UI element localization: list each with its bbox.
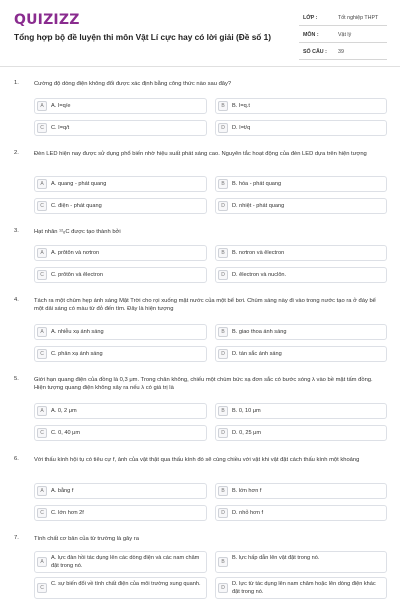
answer-option-b[interactable]	[215, 98, 387, 114]
option-text: B. I=q.t	[232, 103, 250, 109]
header-divider	[0, 66, 400, 67]
option-letter: C	[37, 270, 47, 280]
answer-option-b[interactable]	[215, 403, 387, 419]
option-letter: D	[218, 583, 228, 593]
option-text: C. sự biến đổi về tính chất điện của môi trường xung quanh.	[51, 581, 201, 587]
option-text: C. phản xạ ánh sáng	[51, 351, 103, 357]
option-text: D. 0, 25 μm	[232, 430, 262, 436]
option-letter: B	[218, 327, 228, 337]
answer-option-c[interactable]	[34, 577, 207, 599]
meta-value: 39	[338, 49, 344, 55]
option-letter: D	[218, 508, 228, 518]
answer-option-c[interactable]	[34, 425, 207, 441]
meta-row-count	[299, 46, 387, 60]
option-text: C. điện - phát quang	[51, 203, 102, 209]
answer-option-c[interactable]	[34, 267, 207, 283]
option-letter: B	[218, 406, 228, 416]
question-number: 5.	[14, 376, 19, 382]
option-letter: A	[37, 406, 47, 416]
option-text: B. lớn hơn f	[232, 488, 262, 494]
answer-option-c[interactable]	[34, 198, 207, 214]
option-text: C. lớn hơn 2f	[51, 510, 84, 516]
question-text: Tính chất cơ bản của từ trường là gây ra	[34, 536, 139, 542]
option-letter: A	[37, 486, 47, 496]
option-letter: D	[218, 349, 228, 359]
option-letter: C	[37, 201, 47, 211]
option-letter: B	[218, 557, 228, 567]
option-text: A. quang - phát quang	[51, 181, 107, 187]
answer-option-c[interactable]	[34, 120, 207, 136]
meta-value: Vật lý	[338, 32, 352, 38]
option-letter: B	[218, 486, 228, 496]
option-letter: C	[37, 508, 47, 518]
option-letter: D	[218, 428, 228, 438]
option-text: B. hóa - phát quang	[232, 181, 282, 187]
option-text: A. 0, 2 μm	[51, 408, 77, 414]
worksheet-title: Tổng hợp bộ đề luyện thi môn Vật Lí cực hay có lời giải (Đề số 1)	[14, 32, 272, 42]
answer-option-d[interactable]	[215, 267, 387, 283]
question-text: Với thấu kính hội tụ có tiêu cự f, ảnh của vật thật qua thấu kính đó sẽ cùng chiều với vật khi vật đặt cách thấu kính một khoảng	[34, 457, 360, 463]
answer-option-c[interactable]	[34, 505, 207, 521]
question-number: 2.	[14, 150, 19, 156]
answer-option-a[interactable]	[34, 245, 207, 261]
answer-option-b[interactable]	[215, 176, 387, 192]
option-text: A. prôtôn và nơtron	[51, 250, 100, 256]
question-text: Hạt nhân ¹²₆C được tạo thành bởi	[34, 229, 121, 235]
meta-label: SỐ CÂU :	[303, 49, 327, 55]
option-text: D. lực từ tác dụng lên nam châm hoặc lên dòng điện khác đặt trong nó.	[232, 581, 376, 595]
meta-value: Tốt nghiệp THPT	[338, 15, 379, 21]
answer-option-d[interactable]	[215, 505, 387, 521]
answer-option-a[interactable]	[34, 403, 207, 419]
question-text: Tách ra một chùm hẹp ánh sáng Mặt Trời cho rọi xuống mặt nước của một bể bơi. Chùm sáng này đi vào trong nước tạo ra ở đáy bể một dải sáng có màu từ đỏ đến tím. Đây là hiện tượng	[34, 298, 376, 313]
meta-row-class	[299, 12, 387, 26]
option-text: D. nhỏ hơn f	[232, 510, 264, 516]
answer-option-b[interactable]	[215, 551, 387, 573]
option-text: A. I=q/e	[51, 103, 71, 109]
option-text: D. tán sắc ánh sáng	[232, 351, 282, 357]
option-text: A. lực đàn hồi tác dụng lên các dòng điện và các nam châm đặt trong nó.	[51, 555, 200, 569]
answer-option-b[interactable]	[215, 483, 387, 499]
quizizz-logo: QUIZIZZ	[14, 12, 80, 28]
option-letter: A	[37, 179, 47, 189]
option-text: B. 0, 10 μm	[232, 408, 261, 414]
option-text: A. nhiễu xạ ánh sáng	[51, 329, 104, 335]
answer-option-b[interactable]	[215, 245, 387, 261]
answer-option-b[interactable]	[215, 324, 387, 340]
option-letter: B	[218, 248, 228, 258]
answer-option-d[interactable]	[215, 346, 387, 362]
answer-option-a[interactable]	[34, 98, 207, 114]
option-text: C. prôtôn và êlectron	[51, 272, 103, 278]
option-text: C. 0, 40 μm	[51, 430, 81, 436]
option-letter: C	[37, 349, 47, 359]
answer-option-c[interactable]	[34, 346, 207, 362]
option-text: D. nhiệt - phát quang	[232, 203, 285, 209]
option-text: B. giao thoa ánh sáng	[232, 329, 287, 335]
option-text: A. bằng f	[51, 488, 74, 494]
answer-option-d[interactable]	[215, 120, 387, 136]
option-letter: D	[218, 123, 228, 133]
option-letter: A	[37, 557, 47, 567]
option-letter: C	[37, 123, 47, 133]
option-text: C. I=q/t	[51, 125, 70, 131]
option-letter: C	[37, 428, 47, 438]
option-text: B. lực hấp dẫn lên vật đặt trong nó.	[232, 555, 320, 561]
answer-option-a[interactable]	[34, 176, 207, 192]
answer-option-a[interactable]	[34, 324, 207, 340]
option-letter: C	[37, 583, 47, 593]
answer-option-d[interactable]	[215, 425, 387, 441]
answer-option-d[interactable]	[215, 577, 387, 599]
question-number: 3.	[14, 228, 19, 234]
meta-label: LỚP :	[303, 15, 318, 21]
option-letter: D	[218, 270, 228, 280]
option-letter: A	[37, 248, 47, 258]
option-letter: B	[218, 179, 228, 189]
question-number: 6.	[14, 456, 19, 462]
option-letter: D	[218, 201, 228, 211]
option-text: D. êlectron và nuclôn.	[232, 272, 287, 278]
question-text: Cường độ dòng điện không đổi được xác định bằng công thức nào sau đây?	[34, 81, 232, 87]
answer-option-a[interactable]	[34, 483, 207, 499]
question-number: 4.	[14, 297, 19, 303]
question-text: Đèn LED hiện nay được sử dụng phổ biến nhờ hiệu suất phát sáng cao. Nguyên tắc hoạt động của đèn LED dựa trên hiện tượng	[34, 151, 367, 157]
answer-option-d[interactable]	[215, 198, 387, 214]
option-letter: B	[218, 101, 228, 111]
question-number: 7.	[14, 535, 19, 541]
option-text: D. I=t/q	[232, 125, 251, 131]
meta-row-subject	[299, 29, 387, 43]
option-text: B. nơtron và êlectron	[232, 250, 285, 256]
option-letter: A	[37, 327, 47, 337]
option-letter: A	[37, 101, 47, 111]
question-text: Giới hạn quang điện của đồng là 0,3 μm. Trong chân không, chiếu một chùm bức xạ đơn sắc có bước sóng λ vào bề mặt tấm đồng. Hiện tượng quang điện không xảy ra nếu λ có giá trị là	[34, 377, 373, 392]
answer-option-a[interactable]	[34, 551, 207, 573]
meta-label: MÔN :	[303, 32, 319, 38]
worksheet-header	[0, 0, 400, 64]
question-number: 1.	[14, 80, 19, 86]
worksheet-meta	[299, 12, 387, 60]
